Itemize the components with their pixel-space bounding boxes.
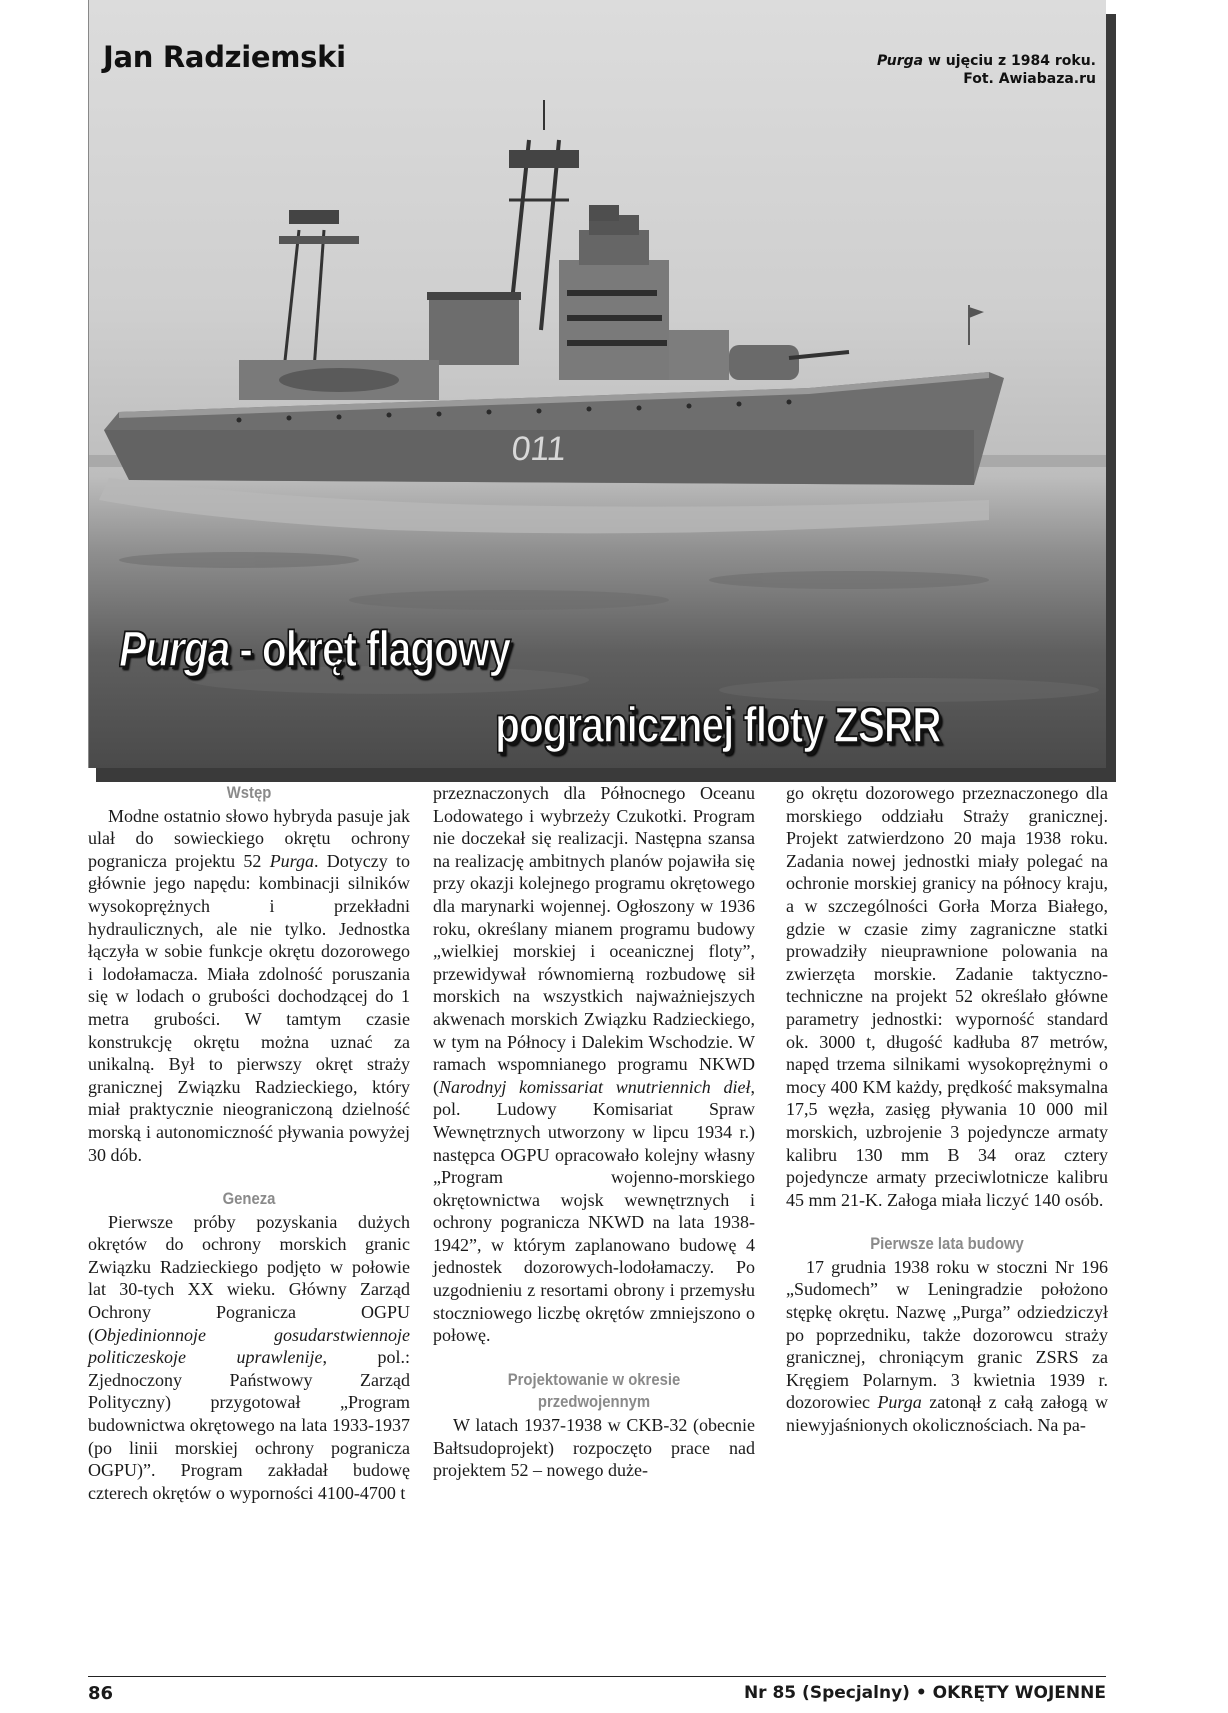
headline-ship-name: Purga bbox=[119, 621, 230, 677]
ship-photo bbox=[88, 0, 1106, 768]
author-name: Jan Radziemski bbox=[103, 40, 346, 74]
section-heading-geneza: Geneza bbox=[222, 1190, 276, 1209]
text-run: 17 grudnia 1938 roku w stoczni Nr 196 „Sudomech” w Leningradzie położono stępkę okrętu. Nazwę „Purga” odziedziczył po poprzedniku, także dozorowcu straży granicznej, chroniącym granic ZSRS za Kręgiem Polarnym. 3 kwietnia 1939 r. dozorowiec bbox=[786, 1256, 1108, 1413]
text-run: zatonął z całą załogą w niewyjaśnionych okolicznościach. Na pa- bbox=[786, 1392, 1108, 1436]
text-run: , pol.: Zjednoczony Państwowy Zarząd Polityczny) przygotował „Program budownictwa okrętowego na lata 1933-1937 (po linii morskiej ochrony pogranicza OGPU)”. Program zakładał budowę czterech okrętów o wyporności 4100-4700 t bbox=[88, 1347, 410, 1503]
paragraph-programs bbox=[433, 782, 755, 1347]
footer-rule bbox=[88, 1676, 1106, 1677]
photo-caption bbox=[877, 52, 1096, 88]
text-column-3 bbox=[786, 782, 1108, 1437]
section-heading-projektowanie bbox=[449, 1369, 739, 1414]
issue-label: Nr 85 (Specjalny) • OKRĘTY WOJENNE bbox=[743, 1683, 1106, 1703]
text-column-1 bbox=[88, 782, 410, 1504]
text-run-italic: Purga bbox=[269, 850, 315, 871]
paragraph-geneza bbox=[88, 1211, 410, 1505]
section-heading-line: przedwojennym bbox=[537, 1393, 651, 1412]
text-run: przeznaczonych dla Północnego Oceanu Lodowatego i wybrzeży Czukotki. Program nie doczekał się realizacji. Następna szansa na realizację ambitnych planów pojawiła się przy okazji kolejnego programu okrętowego dla marynarki wojennej. Ogłoszony w 1936 roku, określany mianem programu budowy „wielkiej morskiej i oceanicznej floty”, przewidywał równomierną rozbudowę sił morskich na wszystkich najważniejszych akwenach morskich Związku Radzieckiego, w tym na Północy i Dalekim Wschodzie. W ramach wspomnianego programu NKWD ( bbox=[433, 783, 755, 1097]
text-run: , pol. Ludowy Komisariat Spraw Wewnętrznych utworzony w lipcu 1934 r.) następca OGPU opracowało kolejny własny „Program wojenno-morskiego okrętownictwa wojsk wewnętrznych i ochrony pogranicza NKWD na lata 1938-1942”, w którym zaplanowano budowę 4 jednostek dozorowych-lodołamaczy. Po uzgodnieniu z resortami obrony i przemysłu stoczniowego liczbę okrętów zmniejszono o połowę. bbox=[433, 1076, 755, 1346]
headline-line-1 bbox=[119, 620, 510, 678]
page-number: 86 bbox=[88, 1683, 114, 1704]
paragraph-project-52: go okrętu dozorowego przeznaczonego dla morskiego oddziału Straży granicznej. Projekt zatwierdzono 20 maja 1938 roku. Zadania nowej jednostki miały polegać na ochronie morskiej granicy na północy kraju, a w szczególności Gorła Morza Białego, gdzie w czasie zimy zagraniczne statki prowadziły nieuprawnione polowania na zwierzęta morskie. Zadanie taktyczno-techniczne na projekt 52 określało główne parametry jednostki: wyporność standard ok. 3000 t, długość kadłuba 87 metrów, napęd trzema silnikami wysokoprężnymi o mocy 400 KM każdy, prędkość maksymalna 17,5 węzła, zasięg pływania 10 000 mil morskich, uzbrojenie 3 pojedyncze armaty kalibru 130 mm B 34 oraz cztery pojedyncze armaty przeciwlotnicze kalibru 45 mm 21-K. Załoga miała liczyć 140 osób. bbox=[786, 783, 1108, 1210]
text-run: Pierwsze próby pozyskania dużych okrętów do ochrony morskich granic Związku Radzieckiego podjęto w połowie lat 30-tych XX wieku. Główny Zarząd Ochrony Pogranicza OGPU ( bbox=[88, 1211, 410, 1345]
caption-credit: Fot. Awiabaza.ru bbox=[963, 71, 1096, 87]
section-heading-pierwsze-lata: Pierwsze lata budowy bbox=[870, 1235, 1024, 1254]
headline-line-2: pogranicznej floty ZSRR bbox=[495, 697, 941, 753]
paragraph-intro bbox=[88, 805, 410, 1167]
caption-ship-name: Purga bbox=[877, 53, 924, 69]
text-column-2 bbox=[433, 782, 755, 1482]
text-run-italic: Narodnyj komissariat wnutriennich dieł bbox=[439, 1076, 751, 1097]
section-heading-line: Projektowanie w okresie bbox=[507, 1370, 681, 1389]
hull-number: 011 bbox=[509, 430, 568, 468]
text-run: . Dotyczy to głównie jego napędu: kombinacji silników wysokoprężnych i przekładni hydraulicznych, ale nie tylko. Jednostka łączyła w sobie funkcje okrętu dozorowego i lodołamacza. Miała zdolność poruszania się w lodach o grubości dochodzącej do 1 metra grubości. W tamtym czasie konstrukcję okrętu można uznać za unikalną. Był to pierwszy okręt straży granicznej Związku Radzieckiego, który miał praktycznie nieograniczoną dzielność morską i autonomiczność pływania powyżej 30 dób. bbox=[88, 850, 411, 1165]
caption-text: w ujęciu z 1984 roku. bbox=[923, 53, 1096, 69]
text-run-italic: Purga bbox=[877, 1392, 922, 1413]
section-heading-wstep: Wstęp bbox=[226, 784, 272, 802]
paragraph-projektowanie: W latach 1937-1938 w CKB-32 (obecnie Bałtsudoprojekt) rozpoczęto prace nad projektem 52 – nowego duże- bbox=[433, 1415, 755, 1481]
text-run-italic: Objedinionnoje gosudarstwiennoje politiczeskoje uprawlenije bbox=[88, 1324, 410, 1368]
headline-rest: - okręt flagowy bbox=[229, 621, 511, 677]
text-run: Modne ostatnio słowo hybryda pasuje jak ulał do sowieckiego okrętu ochrony pogranicza projektu 52 bbox=[88, 805, 410, 871]
paragraph-pierwsze-lata bbox=[786, 1256, 1108, 1437]
